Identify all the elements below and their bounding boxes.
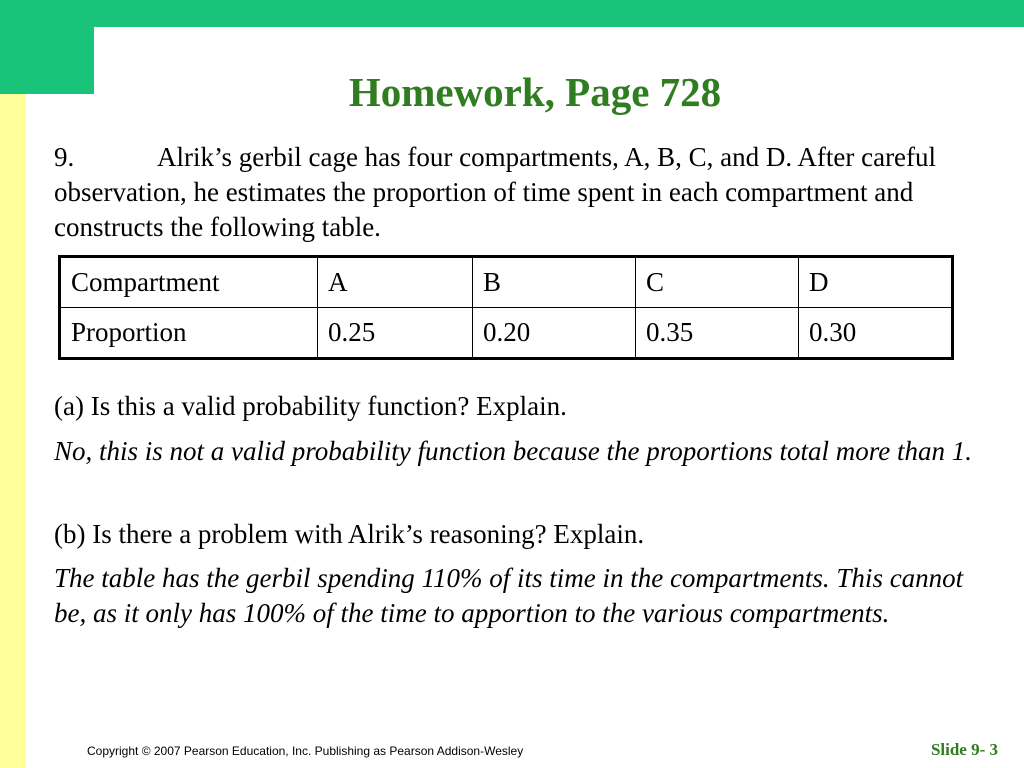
table-cell: Proportion — [60, 308, 318, 359]
table-cell: 0.30 — [799, 308, 953, 359]
table-cell: A — [318, 257, 473, 308]
question-b: (b) Is there a problem with Alrik’s reasoning? Explain. — [54, 519, 645, 549]
top-accent-bar — [0, 0, 1024, 27]
answer-a: No, this is not a valid probability function because the proportions total more than 1. — [54, 436, 972, 466]
table-cell: Compartment — [60, 257, 318, 308]
proportion-table — [58, 255, 954, 360]
table-cell: 0.25 — [318, 308, 473, 359]
slide-title: Homework, Page 728 — [348, 69, 722, 115]
table-row — [60, 257, 953, 308]
table-cell: C — [636, 257, 799, 308]
table-cell: D — [799, 257, 953, 308]
table-row — [60, 308, 953, 359]
table-cell: 0.35 — [636, 308, 799, 359]
table-cell: B — [473, 257, 636, 308]
slide-number: Slide 9- 3 — [930, 740, 998, 759]
copyright-footer: Copyright © 2007 Pearson Education, Inc. Publishing as Pearson Addison-Wesley — [87, 744, 524, 758]
answer-b: The table has the gerbil spending 110% of its time in the compartments. This cannot be, as it only has 100% of the time to apportion to the various compartments. — [54, 563, 964, 628]
table-cell: 0.20 — [473, 308, 636, 359]
problem-number: 9. — [54, 142, 75, 172]
problem-statement — [54, 140, 984, 245]
problem-text: Alrik’s gerbil cage has four compartments, A, B, C, and D. After careful observation, he estimates the proportion of time spent in each compartment and constructs the following table. — [54, 142, 937, 242]
left-accent-bar — [0, 94, 26, 768]
question-a: (a) Is this a valid probability function? Explain. — [54, 391, 567, 421]
